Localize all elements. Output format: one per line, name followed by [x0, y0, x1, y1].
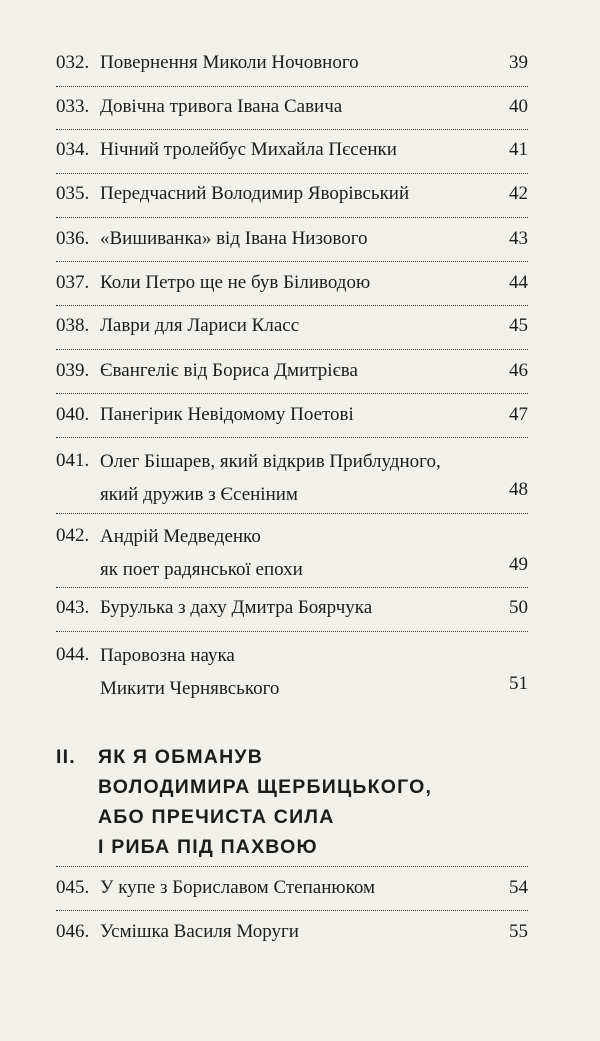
entry-title: Олег Бішарев, який відкрив Приблудного, який дружив з Єсеніним [100, 451, 441, 505]
entry-title: Бурулька з даху Дмитра Боярчука [100, 597, 373, 618]
entry-number: 034. [56, 139, 90, 160]
section-number: II. [56, 746, 76, 768]
entry-title: Повернення Миколи Ночовного [100, 52, 359, 73]
toc-entry-042 [56, 524, 528, 584]
entry-number: 033. [56, 96, 90, 117]
entry-title: Панегірик Невідомому Поетові [100, 404, 354, 425]
entry-title: «Вишиванка» від Івана Низового [100, 228, 368, 249]
entry-page: 42 [509, 183, 528, 204]
dotted-divider [56, 866, 528, 867]
dotted-divider [56, 437, 528, 438]
dotted-divider [56, 305, 528, 306]
dotted-divider [56, 910, 528, 911]
dotted-divider [56, 217, 528, 218]
entry-number: 044. [56, 644, 90, 665]
entry-page: 40 [509, 96, 528, 117]
entry-page: 48 [509, 479, 528, 500]
dotted-divider [56, 349, 528, 350]
entry-title: Довічна тривога Івана Савича [100, 96, 343, 117]
entry-title: Усмішка Василя Моруги [100, 921, 299, 942]
entry-page: 47 [509, 404, 528, 425]
entry-page: 49 [509, 554, 528, 575]
entry-title: Лаври для Лариси Класс [100, 315, 300, 336]
entry-number: 046. [56, 921, 90, 942]
entry-page: 55 [509, 921, 528, 942]
entry-page: 46 [509, 360, 528, 381]
entry-number: 040. [56, 404, 90, 425]
entry-page: 43 [509, 228, 528, 249]
section-title: ЯК Я ОБМАНУВ ВОЛОДИМИРА ЩЕРБИЦЬКОГО, АБО ПРЕЧИСТА СИЛА І РИБА ПІД ПАХВОЮ [98, 746, 433, 858]
toc-entry-044 [56, 643, 528, 703]
entry-title: Паровозна наука Микити Чернявського [100, 645, 280, 699]
entry-number: 042. [56, 525, 90, 546]
dotted-divider [56, 513, 528, 514]
entry-number: 043. [56, 597, 90, 618]
entry-number: 045. [56, 877, 90, 898]
dotted-divider [56, 631, 528, 632]
entry-page: 50 [509, 597, 528, 618]
entry-number: 035. [56, 183, 90, 204]
entry-page: 39 [509, 52, 528, 73]
dotted-divider [56, 86, 528, 87]
entry-page: 44 [509, 272, 528, 293]
entry-title: Передчасний Володимир Яворівський [100, 183, 410, 204]
entry-number: 036. [56, 228, 90, 249]
dotted-divider [56, 393, 528, 394]
entry-title: Коли Петро ще не був Біливодою [100, 272, 371, 293]
entry-number: 041. [56, 450, 90, 471]
entry-number: 039. [56, 360, 90, 381]
entry-title: Євангеліє від Бориса Дмитрієва [100, 360, 358, 381]
entry-number: 037. [56, 272, 90, 293]
entry-title: Андрій Медведенко як поет радянської епохи [100, 526, 303, 580]
entry-title: Нічний тролейбус Михайла Пєсенки [100, 139, 397, 160]
entry-title: У купе з Бориславом Степанюком [100, 877, 375, 898]
toc-entry-041 [56, 449, 528, 509]
dotted-divider [56, 173, 528, 174]
entry-page: 41 [509, 139, 528, 160]
dotted-divider [56, 587, 528, 588]
dotted-divider [56, 261, 528, 262]
entry-number: 038. [56, 315, 90, 336]
entry-page: 51 [509, 673, 528, 694]
entry-page: 54 [509, 877, 528, 898]
entry-page: 45 [509, 315, 528, 336]
entry-number: 032. [56, 52, 90, 73]
dotted-divider [56, 129, 528, 130]
